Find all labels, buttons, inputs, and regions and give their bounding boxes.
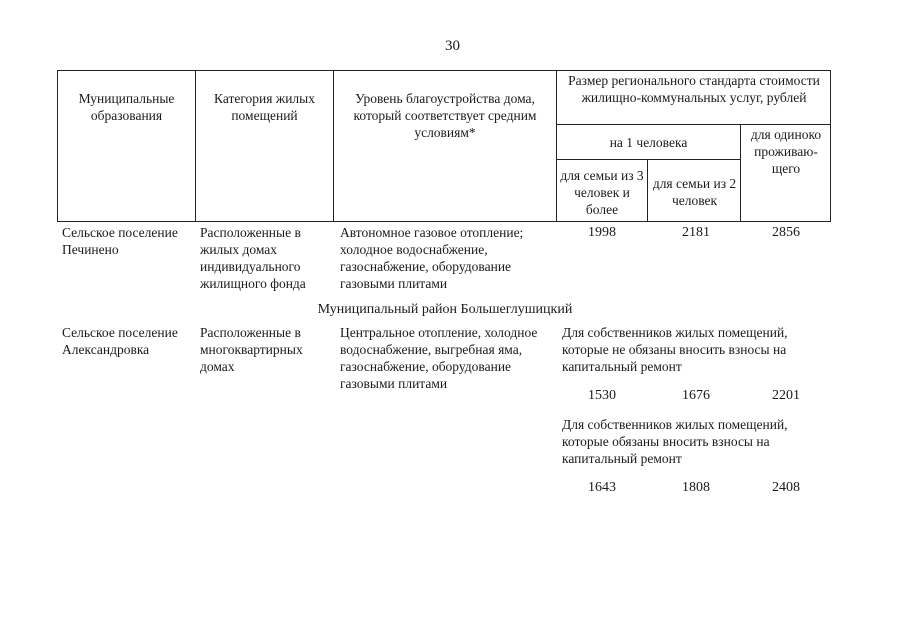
row2-municipality: Сельское поселение Александровка <box>62 325 178 357</box>
row1-improvement: Автономное газовое отопление; холодное водоснабжение, газоснабжение, оборудование газовыми плитами <box>340 225 524 291</box>
header-family2: для семьи из 2 человек <box>652 176 737 208</box>
row1-category: Расположенные в жилых домах индивидуального жилищного фонда <box>200 225 306 291</box>
row2-sub1-value-family3: 1530 <box>588 388 616 403</box>
page-number: 30 <box>445 38 460 54</box>
row2-sub2-value-family2: 1808 <box>682 480 710 495</box>
header-standard-size: Размер регионального стандарта стоимости жилищно-коммунальных услуг, рублей <box>568 73 820 105</box>
row2-sub2-label: Для собственников жилых помещений, которые обязаны вносить взносы на капитальный ремонт <box>562 417 788 466</box>
row1-value-single: 2856 <box>772 225 800 240</box>
header-category: Категория жилых помещений <box>214 91 315 123</box>
row2-sub1-value-single: 2201 <box>772 388 800 403</box>
header-per-person: на 1 человека <box>609 135 688 150</box>
header-improvement: Уровень благоустройства дома, который соответствует средним условиям* <box>353 91 537 140</box>
row1-value-family2: 2181 <box>682 225 710 240</box>
row2-sub2-value-single: 2408 <box>772 480 800 495</box>
header-single: для одиноко проживаю-щего <box>750 127 822 176</box>
row2-improvement: Центральное отопление, холодное водоснабжение, выгребная яма, газоснабжение, оборудование газовыми плитами <box>340 325 538 391</box>
row2-sub1-label: Для собственников жилых помещений, которые не обязаны вносить взносы на капитальный ремонт <box>562 325 788 374</box>
row2-category: Расположенные в многоквартирных домах <box>200 325 303 374</box>
section-title: Муниципальный район Большеглушицкий <box>317 302 573 317</box>
row1-value-family3: 1998 <box>588 225 616 240</box>
row2-sub2-value-family3: 1643 <box>588 480 616 495</box>
header-family3: для семьи из 3 человек и более <box>560 168 644 217</box>
header-municipality: Муниципальные образования <box>78 91 175 123</box>
row2-sub1-value-family2: 1676 <box>682 388 710 403</box>
row1-municipality: Сельское поселение Печинено <box>62 225 178 257</box>
